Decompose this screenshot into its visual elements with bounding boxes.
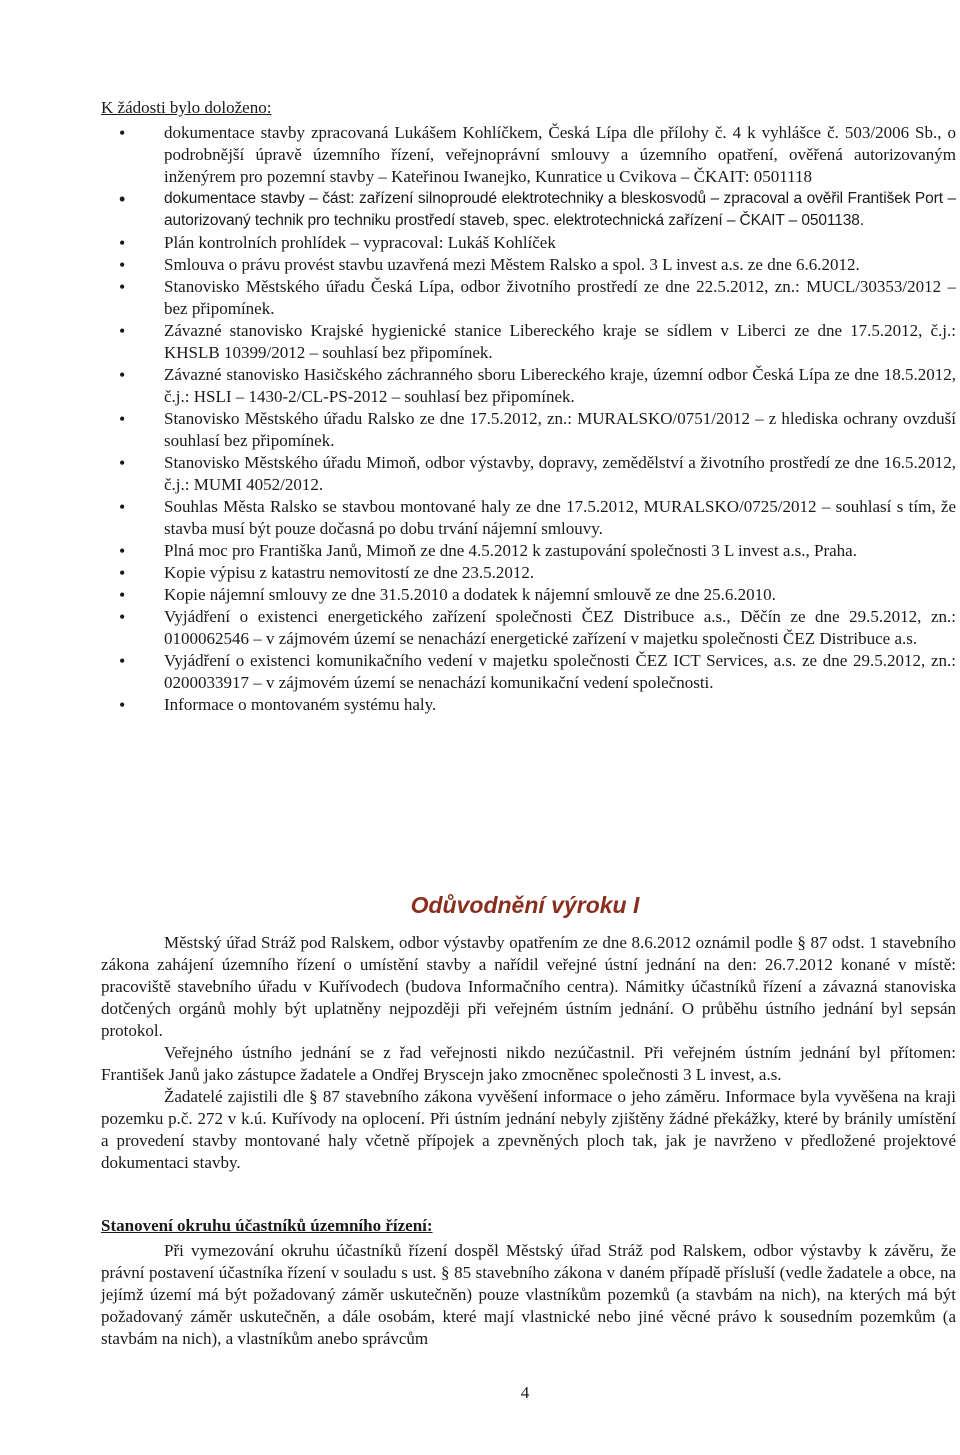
participants-paragraph: Při vymezování okruhu účastníků řízení dospěl Městský úřad Stráž pod Ralskem, odbor výstavby k závěru, že právní postavení účastníka řízení v souladu s ust. § 85 stavebního zákona v daném případě přísluší (vedle žadatele a obce, na jejímž území má být požadovaný záměr uskutečněn) pouze vlastníkům pozemků (a stavbám na nich), na kterých má být požadovaný záměr uskutečněn, a dále osobám, které mají vlastnické nebo jiné věcné právo k sousedním pozemkům (a stavbám na nich), a vlastníkům anebo správcům bbox=[101, 1241, 956, 1348]
list-item: • Souhlas Města Ralsko se stavbou montované haly ze dne 17.5.2012, MURALSKO/0725/2012 – souhlasí s tím, že stavba musí být pouze dočasná po dobu trvání nájemní smlouvy. bbox=[101, 496, 956, 540]
list-item: • Plná moc pro Františka Janů, Mimoň ze dne 4.5.2012 k zastupování společnosti 3 L invest a.s., Praha. bbox=[101, 540, 956, 562]
list-item: • Smlouva o právu provést stavbu uzavřená mezi Městem Ralsko a spol. 3 L invest a.s. ze dne 6.6.2012. bbox=[101, 254, 956, 276]
list-item: • Stanovisko Městského úřadu Mimoň, odbor výstavby, dopravy, zemědělství a životního prostředí ze dne 16.5.2012, č.j.: MUMI 4052/2012. bbox=[101, 452, 956, 496]
list-item: • Informace o montovaném systému haly. bbox=[101, 694, 956, 716]
list-item: • Vyjádření o existenci komunikačního vedení v majetku společnosti ČEZ ICT Services, a.s. ze dne 29.5.2012, zn.: 0200033917 – v zájmovém území se nenachází komunikační vedení společnosti. bbox=[101, 650, 956, 694]
justification-paragraph: Žadatelé zajistili dle § 87 stavebního zákona vyvěšení informace o jeho záměru. Informace byla vyvěšena na kraji pozemku p.č. 272 v k.ú. Kuřívody na oplocení. Při ústním jednání nebyly zjištěny žádné překážky, které by bránily umístění a provedení stavby montované haly včetně přípojek a zpevněných ploch tak, jak je navrženo v předložené projektové dokumentaci stavby. bbox=[101, 1087, 956, 1172]
justification-heading: Odůvodnění výroku I bbox=[410, 892, 640, 918]
participants-heading: Stanovení okruhu účastníků územního řízení: bbox=[101, 1216, 433, 1235]
attachments-label: K žádosti bylo doloženo: bbox=[101, 98, 272, 117]
list-item: • dokumentace stavby – část: zařízení silnoproudé elektrotechniky a bleskosvodů – zpracoval a ověřil František Port – autorizovaný technik pro techniku prostředí staveb, spec. elektrotechnická zařízení – ČKAIT – 0501138. bbox=[101, 188, 956, 232]
list-item: • Kopie nájemní smlouvy ze dne 31.5.2010 a dodatek k nájemní smlouvě ze dne 25.6.2010. bbox=[101, 584, 956, 606]
page-number: 4 bbox=[520, 1383, 530, 1402]
attachments-list bbox=[101, 122, 956, 716]
list-item: • Stanovisko Městského úřadu Česká Lípa, odbor životního prostředí ze dne 22.5.2012, zn.: MUCL/30353/2012 – bez připomínek. bbox=[101, 276, 956, 320]
justification-body bbox=[101, 932, 956, 1174]
list-item: • Závazné stanovisko Krajské hygienické stanice Libereckého kraje se sídlem v Liberci ze dne 17.5.2012, č.j.: KHSLB 10399/2012 – souhlasí bez připomínek. bbox=[101, 320, 956, 364]
list-item: • Vyjádření o existenci energetického zařízení společnosti ČEZ Distribuce a.s., Děčín ze dne 29.5.2012, zn.: 0100062546 – v zájmovém území se nenachází energetické zařízení v majetku společnosti ČEZ Distribuce a.s. bbox=[101, 606, 956, 650]
list-item: • Stanovisko Městského úřadu Ralsko ze dne 17.5.2012, zn.: MURALSKO/0751/2012 – z hlediska ochrany ovzduší souhlasí bez připomínek. bbox=[101, 408, 956, 452]
list-item: • Kopie výpisu z katastru nemovitostí ze dne 23.5.2012. bbox=[101, 562, 956, 584]
list-item: • Závazné stanovisko Hasičského záchranného sboru Libereckého kraje, územní odbor Česká Lípa ze dne 18.5.2012, č.j.: HSLI – 1430-2/CL-PS-2012 – souhlasí bez připomínek. bbox=[101, 364, 956, 408]
list-item: • dokumentace stavby zpracovaná Lukášem Kohlíčkem, Česká Lípa dle přílohy č. 4 k vyhlášce č. 503/2006 Sb., o podrobnější úpravě územního řízení, veřejnoprávní smlouvy a územního opatření, ověřená autorizovaným inženýrem pro pozemní stavby – Kateřinou Iwanejko, Kunratice u Cvikova – ČKAIT: 0501118 bbox=[101, 122, 956, 188]
justification-paragraph: Městský úřad Stráž pod Ralskem, odbor výstavby opatřením ze dne 8.6.2012 oznámil podle § 87 odst. 1 stavebního zákona zahájení územního řízení o umístění stavby a nařídil veřejné ústní jednání na den: 26.7.2012 konané v místě: pracoviště stavebního úřadu v Kuřívodech (budova Informačního centra). Námitky účastníků řízení a závazná stanoviska dotčených orgánů mohly být uplatněny nejpozději při veřejném ústním jednání. O průběhu ústního jednání byl sepsán protokol. bbox=[101, 933, 956, 1040]
participants-body bbox=[101, 1240, 956, 1350]
justification-paragraph: Veřejného ústního jednání se z řad veřejnosti nikdo nezúčastnil. Při veřejném ústním jednání byl přítomen: František Janů jako zástupce žadatele a Ondřej Bryscejn jako zmocněnec společnosti 3 L invest, a.s. bbox=[101, 1043, 956, 1084]
list-item: • Plán kontrolních prohlídek – vypracoval: Lukáš Kohlíček bbox=[101, 232, 956, 254]
